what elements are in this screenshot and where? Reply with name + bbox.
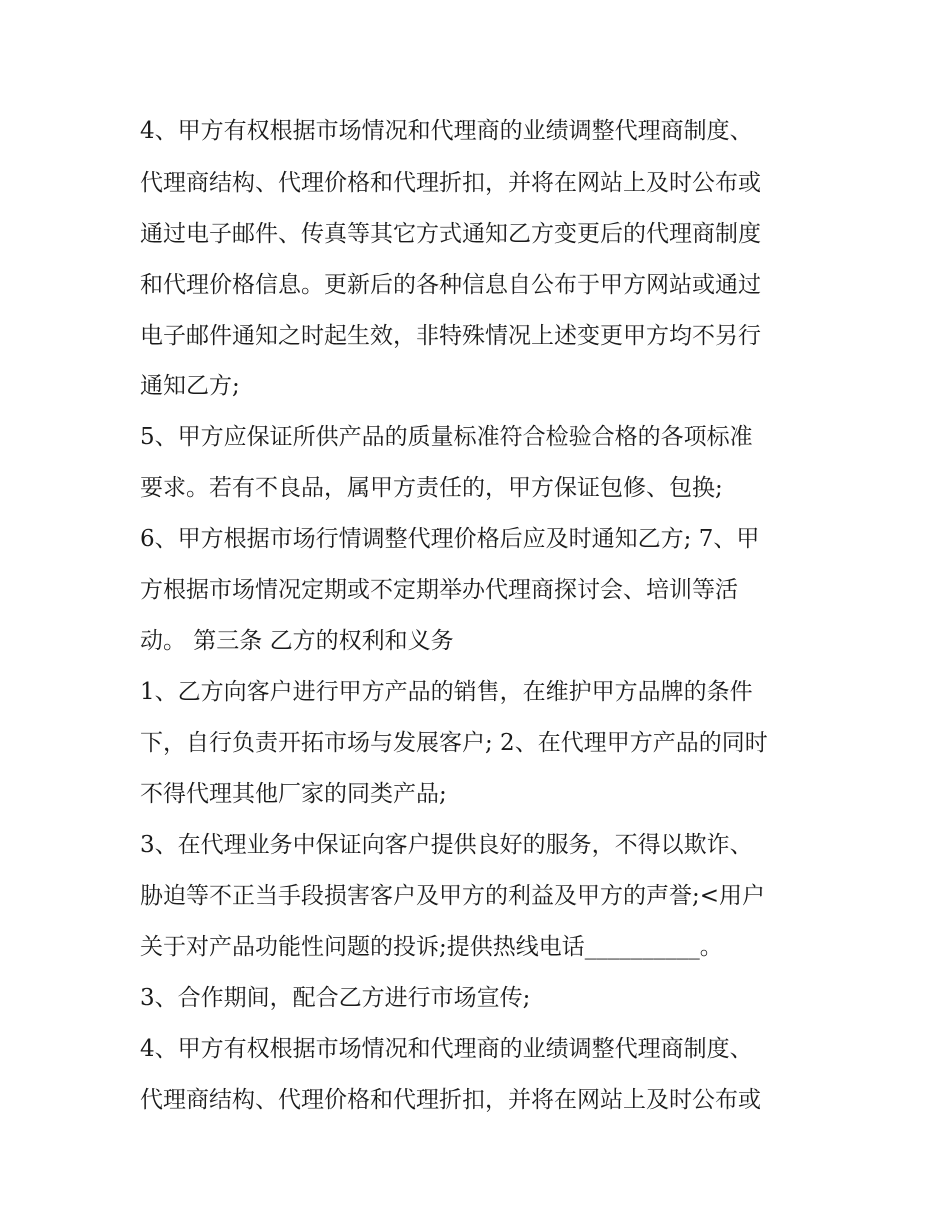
text-line: 3、在代理业务中保证向客户提供良好的服务，不得以欺诈、: [140, 832, 753, 858]
text-line: 1、乙方向客户进行甲方产品的销售，在维护甲方品牌的条件: [140, 679, 753, 705]
text-line: 要求。若有不良品，属甲方责任的，甲方保证包修、包换;: [140, 475, 723, 501]
text-line: 6、甲方根据市场行情调整代理价格后应及时通知乙方; 7、甲: [140, 526, 760, 552]
text-line: 代理商结构、代理价格和代理折扣，并将在网站上及时公布或: [140, 1087, 761, 1113]
text-line: 不得代理其他厂家的同类产品;: [140, 781, 447, 807]
text-line: 通知乙方;: [140, 373, 240, 399]
text-line: 方根据市场情况定期或不定期举办代理商探讨会、培训等活: [140, 577, 738, 603]
text-line: 关于对产品功能性问题的投诉;提供热线电话__________。: [140, 934, 723, 960]
text-line: 胁迫等不正当手段损害客户及甲方的利益及甲方的声誉;<用户: [140, 883, 766, 909]
text-line: 4、甲方有权根据市场情况和代理商的业绩调整代理商制度、: [140, 1036, 753, 1062]
text-line: 5、甲方应保证所供产品的质量标准符合检验合格的各项标准: [140, 424, 753, 450]
text-line: 代理商结构、代理价格和代理折扣，并将在网站上及时公布或: [140, 170, 761, 196]
text-line: 通过电子邮件、传真等其它方式通知乙方变更后的代理商制度: [140, 221, 761, 247]
text-line: 4、甲方有权根据市场情况和代理商的业绩调整代理商制度、: [140, 118, 753, 144]
text-line: 下，自行负责开拓市场与发展客户; 2、在代理甲方产品的同时: [140, 730, 768, 756]
text-line: 和代理价格信息。更新后的各种信息自公布于甲方网站或通过: [140, 272, 761, 298]
text-line: 电子邮件通知之时起生效，非特殊情况上述变更甲方均不另行: [140, 323, 761, 349]
section-heading-line: 动。 第三条 乙方的权利和义务: [140, 628, 454, 654]
text-line: 3、合作期间，配合乙方进行市场宣传;: [140, 985, 531, 1011]
